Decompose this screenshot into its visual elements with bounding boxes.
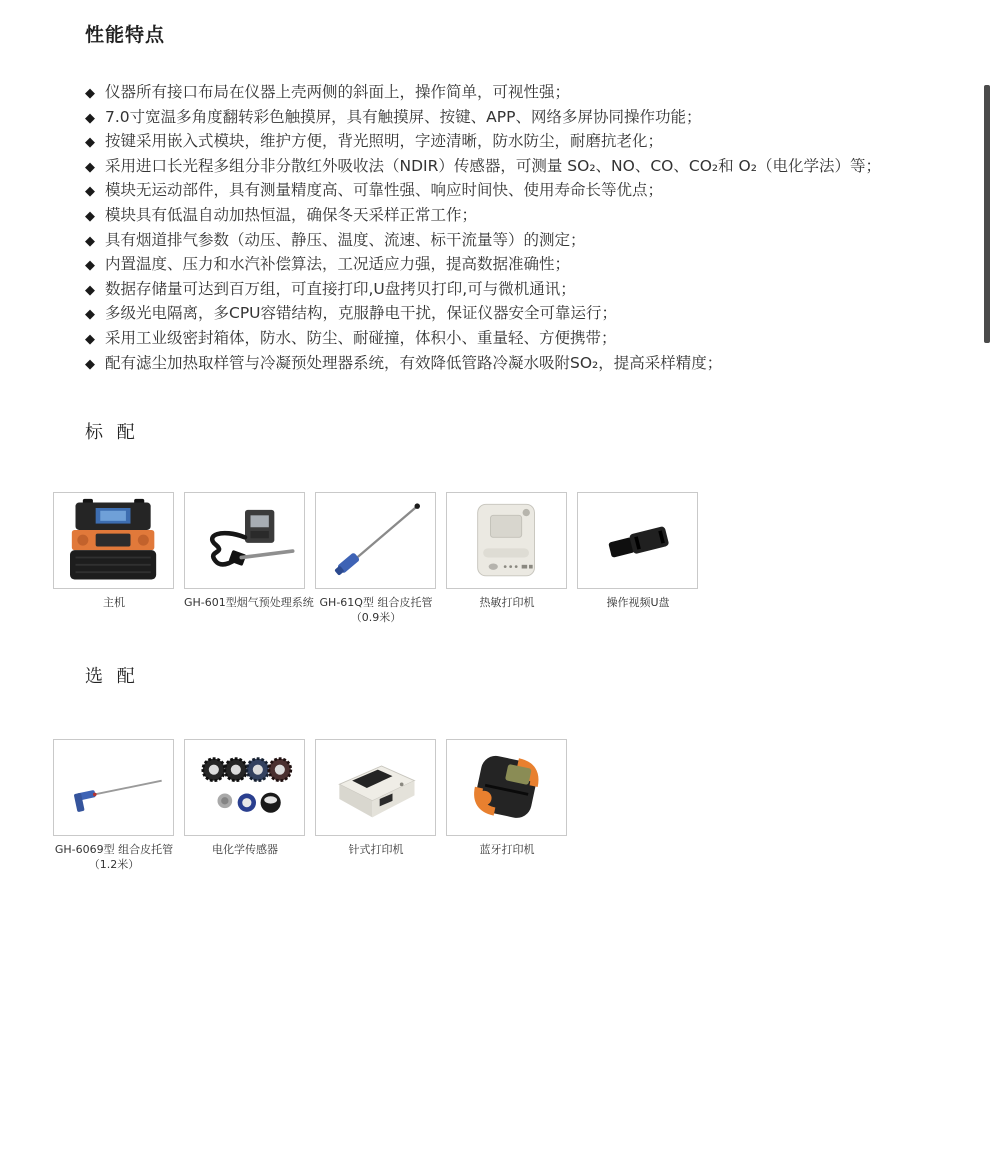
feature-item xyxy=(85,277,965,302)
product-image-dot-matrix-printer xyxy=(315,739,436,836)
product-sublabel: （1.2米） xyxy=(88,858,140,871)
product-image-main-unit xyxy=(53,492,174,589)
feature-text: 多级光电隔离，多CPU容错结构，克服静电干扰，保证仪器安全可靠运行； xyxy=(105,304,618,323)
main-unit-illustration xyxy=(58,497,170,585)
product-image-bluetooth-printer xyxy=(446,739,567,836)
diamond-bullet-icon: ◆ xyxy=(85,282,95,298)
feature-item xyxy=(85,80,965,105)
pitot-tube-illustration xyxy=(58,744,170,832)
feature-text: 采用进口长光程多组分非分散红外吸收法（NDIR）传感器，可测量 SO₂、NO、CO、CO₂和 O₂（电化学法）等； xyxy=(105,156,881,175)
feature-text: 配有滤尘加热取样管与冷凝预处理器系统，有效降低管路冷凝水吸附SO₂，提高采样精度； xyxy=(105,353,723,372)
scrollbar-thumb[interactable] xyxy=(984,85,990,343)
feature-list xyxy=(85,80,965,375)
pitot-tube-illustration xyxy=(320,497,432,585)
feature-text: 7.0寸宽温多角度翻转彩色触摸屏，具有触摸屏、按键、APP、网络多屏协同操作功能； xyxy=(105,107,702,126)
section-heading-optional: 选 配 xyxy=(85,666,135,687)
diamond-bullet-icon: ◆ xyxy=(85,233,95,249)
feature-text: 具有烟道排气参数（动压、静压、温度、流速、标干流量等）的测定； xyxy=(105,230,586,249)
product-label: 针式打印机 xyxy=(348,843,404,856)
product-image-usb-drive xyxy=(577,492,698,589)
product-card-electrochemical-sensors xyxy=(184,739,306,857)
pretreatment-system-illustration xyxy=(189,497,301,585)
feature-item xyxy=(85,154,965,179)
product-card-thermal-printer xyxy=(446,492,568,610)
product-label: 热敏打印机 xyxy=(479,596,535,609)
feature-text: 数据存储量可达到百万组，可直接打印,U盘拷贝打印,可与微机通讯； xyxy=(105,279,576,298)
feature-item xyxy=(85,326,965,351)
standard-products-row xyxy=(53,492,699,625)
product-card-gh6069-pitot-tube xyxy=(53,739,175,872)
product-sublabel: （0.9米） xyxy=(350,611,402,624)
usb-drive-illustration xyxy=(582,497,694,585)
product-image-thermal-printer xyxy=(446,492,567,589)
product-label: GH-61Q型 组合皮托管 xyxy=(319,596,433,609)
feature-text: 模块无运动部件，具有测量精度高、可靠性强、响应时间快、使用寿命长等优点； xyxy=(105,181,664,200)
feature-item xyxy=(85,252,965,277)
product-card-gh601-pretreatment xyxy=(184,492,314,610)
diamond-bullet-icon: ◆ xyxy=(85,307,95,323)
feature-item xyxy=(85,129,965,154)
feature-text: 按键采用嵌入式模块，维护方便，背光照明，字迹清晰，防水防尘，耐磨抗老化； xyxy=(105,132,664,151)
feature-item xyxy=(85,105,965,130)
product-image-gh601-pretreatment xyxy=(184,492,305,589)
diamond-bullet-icon: ◆ xyxy=(85,110,95,126)
diamond-bullet-icon: ◆ xyxy=(85,356,95,372)
feature-item xyxy=(85,301,965,326)
product-card-bluetooth-printer xyxy=(446,739,568,857)
product-card-usb-drive xyxy=(577,492,699,610)
product-label: 主机 xyxy=(103,596,125,609)
feature-text: 内置温度、压力和水汽补偿算法，工况适应力强，提高数据准确性； xyxy=(105,255,571,274)
product-image-electrochemical-sensors xyxy=(184,739,305,836)
sensors-illustration xyxy=(189,744,301,832)
page-title: 性能特点 xyxy=(85,24,166,46)
product-image-gh6069-pitot-tube xyxy=(53,739,174,836)
diamond-bullet-icon: ◆ xyxy=(85,184,95,200)
product-card-dot-matrix-printer xyxy=(315,739,437,857)
bluetooth-printer-illustration xyxy=(451,744,563,832)
feature-item xyxy=(85,203,965,228)
diamond-bullet-icon: ◆ xyxy=(85,135,95,151)
feature-item xyxy=(85,178,965,203)
product-label: 电化学传感器 xyxy=(212,843,278,856)
product-label: GH-601型烟气预处理系统 xyxy=(184,596,314,609)
feature-text: 仪器所有接口布局在仪器上壳两侧的斜面上，操作简单，可视性强； xyxy=(105,83,571,101)
product-card-main-unit xyxy=(53,492,175,610)
product-label: GH-6069型 组合皮托管 xyxy=(54,843,174,856)
diamond-bullet-icon: ◆ xyxy=(85,331,95,347)
feature-text: 采用工业级密封箱体，防水、防尘、耐碰撞，体积小、重量轻、方便携带； xyxy=(105,328,617,347)
diamond-bullet-icon: ◆ xyxy=(85,159,95,175)
thermal-printer-illustration xyxy=(451,497,563,585)
diamond-bullet-icon: ◆ xyxy=(85,258,95,274)
dot-matrix-printer-illustration xyxy=(320,744,432,832)
section-heading-standard: 标 配 xyxy=(85,422,135,443)
product-label: 操作视频U盘 xyxy=(606,596,670,609)
feature-text: 模块具有低温自动加热恒温，确保冬天采样正常工作； xyxy=(105,205,478,224)
product-card-gh61q-pitot-tube xyxy=(315,492,437,625)
feature-item xyxy=(85,351,965,376)
feature-item xyxy=(85,228,965,253)
optional-products-row xyxy=(53,739,568,872)
product-label: 蓝牙打印机 xyxy=(479,843,535,856)
diamond-bullet-icon: ◆ xyxy=(85,86,95,101)
product-image-gh61q-pitot-tube xyxy=(315,492,436,589)
diamond-bullet-icon: ◆ xyxy=(85,208,95,224)
